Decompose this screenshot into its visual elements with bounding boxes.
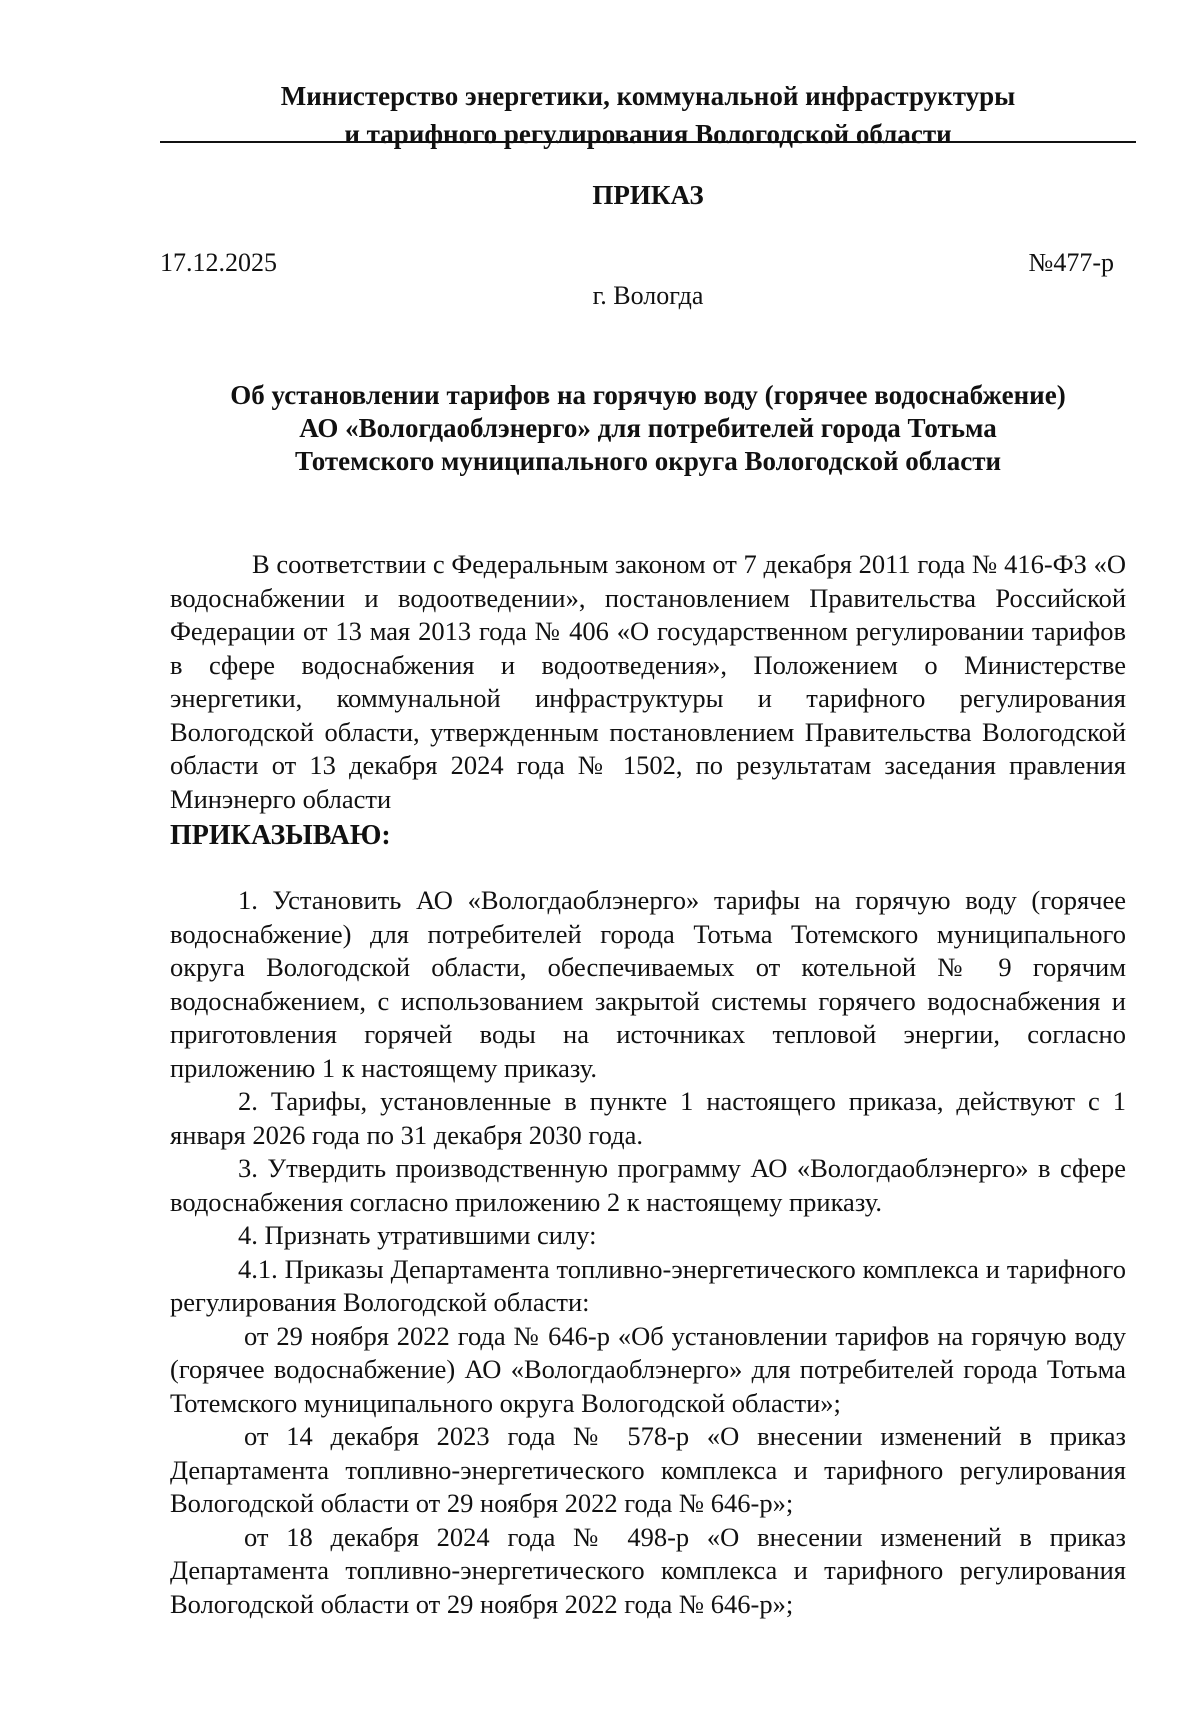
document-subject xyxy=(190,379,1106,478)
subject-line-3: Тотемского муниципального округа Вологодской области xyxy=(294,446,1002,476)
order-item-4: 4. Признать утратившими силу: xyxy=(238,1220,597,1250)
preamble-paragraph: В соответствии с Федеральным законом от 7 декабря 2011 года № 416-ФЗ «О водоснабжении и водоотведении», постановлением Правительства Российской Федерации от 13 мая 2013 года № 406 «О государственном регулировании тарифов в сфере водоснабжения и водоотведения», Положением о Министерстве энергетики, коммунальной инфраструктуры и тарифного регулирования Вологодской области, утвержденным постановлением Правительства Вологодской области от 13 декабря 2024 года № 1502, по результатам заседания правления Минэнерго области xyxy=(170,549,1126,814)
document-body xyxy=(170,548,1126,1621)
document-number: №477-р xyxy=(1028,248,1114,277)
order-verb: ПРИКАЗЫВАЮ: xyxy=(170,820,391,851)
document-date: 17.12.2025 xyxy=(160,248,277,277)
repealed-order-646: от 29 ноября 2022 года № 646-р «Об установлении тарифов на горячую воду (горячее водоснабжение) АО «Вологдаоблэнерго» для потребителей города Тотьма Тотемского муниципального округа Вологодской области»; xyxy=(170,1320,1126,1418)
order-item-1: 1. Установить АО «Вологдаоблэнерго» тарифы на горячую воду (горячее водоснабжение) для потребителей города Тотьма Тотемского муниципального округа Вологодской области, обеспечиваемых от котельной № 9 горячим водоснабжением, с использованием закрытой системы горячего водоснабжения и приготовления горячей воды на источниках тепловой энергии, согласно приложению 1 к настоящему приказу. xyxy=(170,885,1126,1083)
repealed-order-498: от 18 декабря 2024 года № 498-р «О внесении изменений в приказ Департамента топливно-энергетического комплекса и тарифного регулирования Вологодской области от 29 ноября 2022 года № 646-р»; xyxy=(170,1521,1126,1619)
order-item-4-1: 4.1. Приказы Департамента топливно-энергетического комплекса и тарифного регулирования Вологодской области: xyxy=(170,1253,1126,1317)
repealed-order-578: от 14 декабря 2023 года № 578-р «О внесении изменений в приказ Департамента топливно-энергетического комплекса и тарифного регулирования Вологодской области от 29 ноября 2022 года № 646-р»; xyxy=(170,1421,1126,1518)
subject-line-2: АО «Вологдаоблэнерго» для потребителей города Тотьма xyxy=(299,413,997,443)
order-item-2: 2. Тарифы, установленные в пункте 1 настоящего приказа, действуют с 1 января 2026 года по 31 декабря 2030 года. xyxy=(170,1086,1126,1150)
subject-line-1: Об установлении тарифов на горячую воду (горячее водоснабжение) xyxy=(230,380,1066,410)
ministry-line-2: и тарифного регулирования Вологодской области xyxy=(344,119,952,149)
document-city: г. Вологда xyxy=(592,281,704,310)
document-type: ПРИКАЗ xyxy=(592,180,704,210)
ministry-line-1: Министерство энергетики, коммунальной инфраструктуры xyxy=(280,81,1016,111)
header-divider xyxy=(160,141,1136,143)
order-item-3: 3. Утвердить производственную программу АО «Вологдаоблэнерго» в сфере водоснабжения согласно приложению 2 к настоящему приказу. xyxy=(170,1153,1126,1217)
